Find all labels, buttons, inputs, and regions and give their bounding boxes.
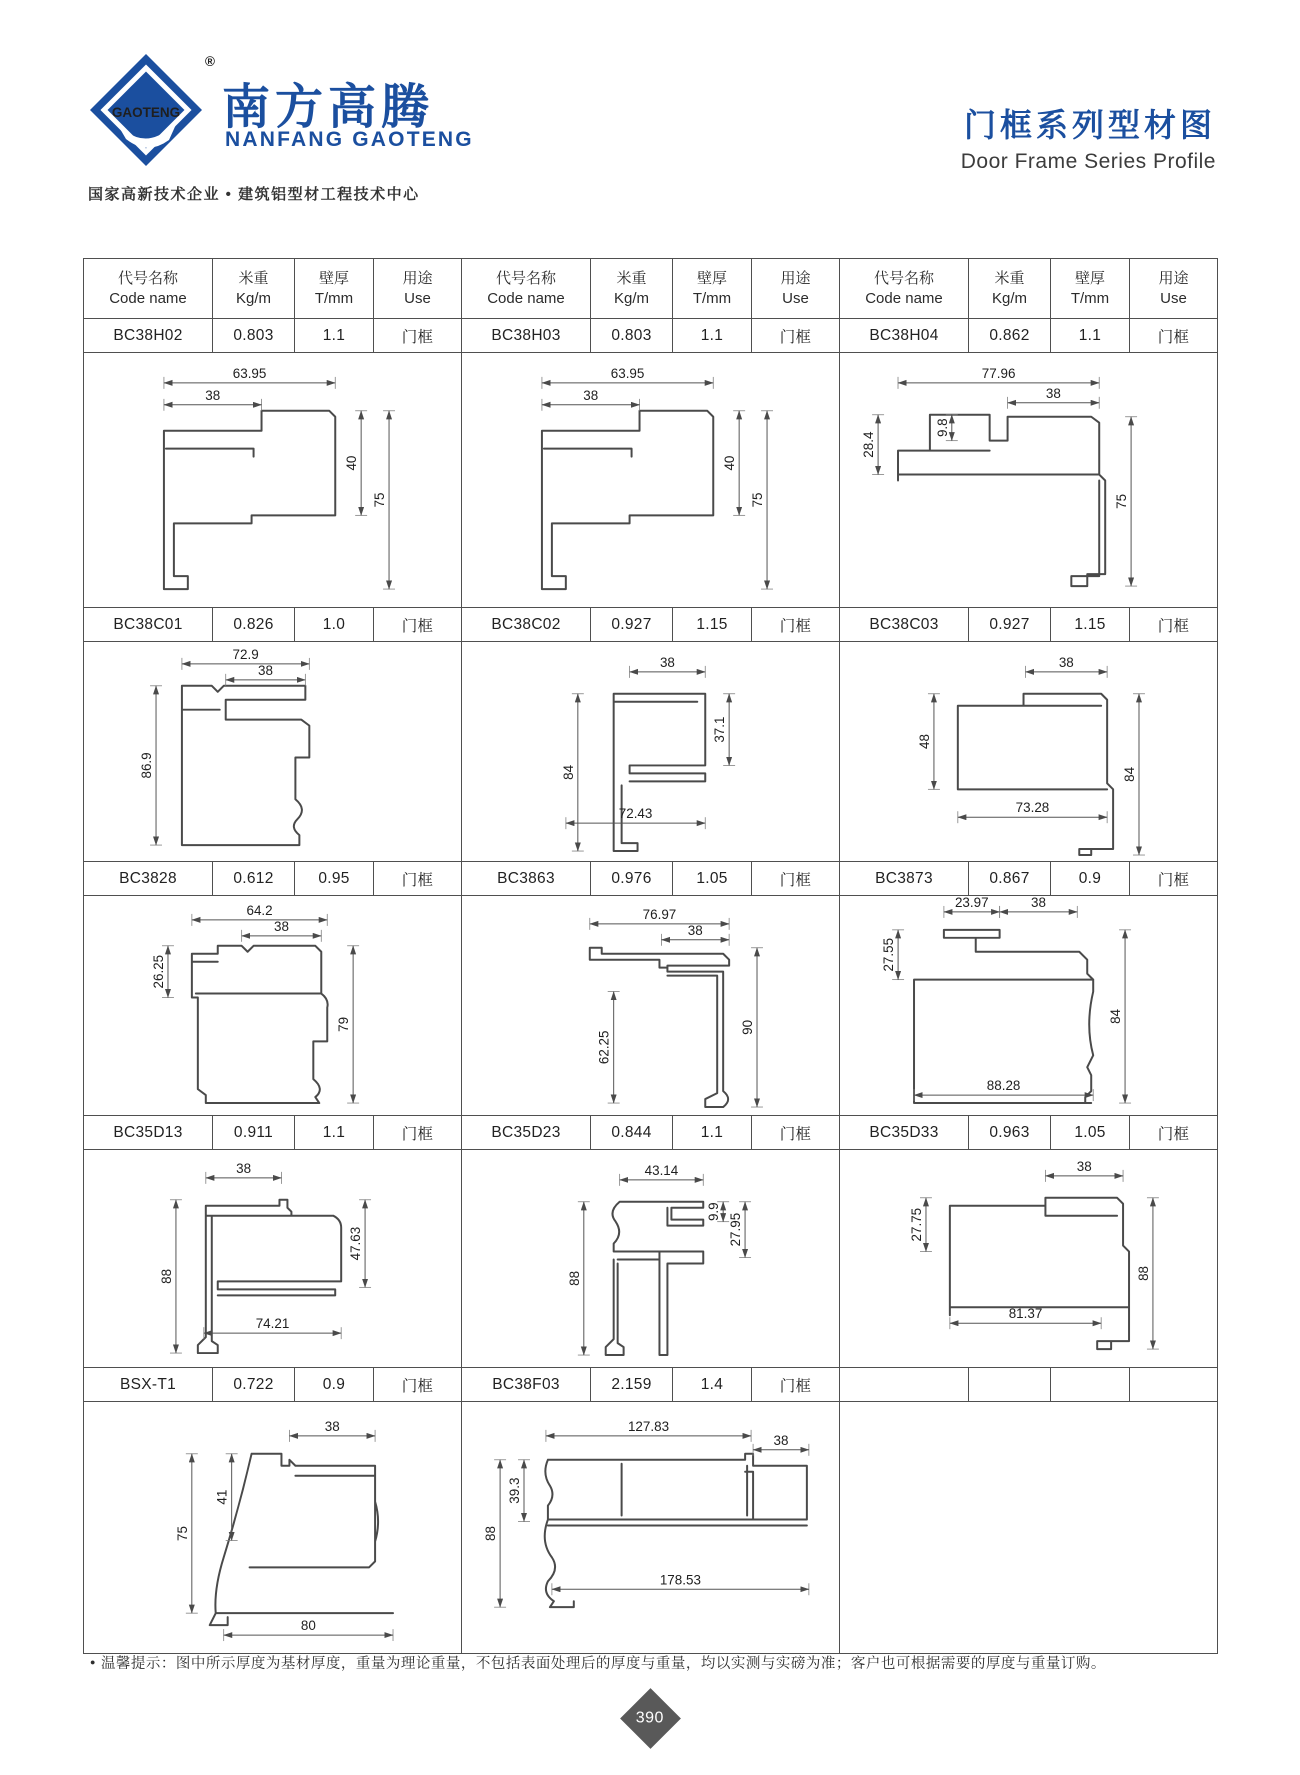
page-title-en: Door Frame Series Profile bbox=[960, 150, 1216, 173]
footer-tip-text: 温馨提示：图中所示厚度为基材厚度，重量为理论重量，不包括表面处理后的厚度与重量，均以实测与实磅为准；客户也可根据需要的厚度与重量订购。 bbox=[100, 1656, 1106, 1672]
cell-t_mm: 1.4 bbox=[673, 1368, 752, 1402]
dimension-label: 74.21 bbox=[255, 1316, 290, 1332]
cell-code: BC38H03 bbox=[462, 319, 591, 353]
cell-kg_m: 2.159 bbox=[591, 1368, 673, 1402]
gaoteng-logo bbox=[86, 50, 222, 172]
dimension-label: 9.8 bbox=[934, 418, 950, 438]
column-header-kgm: 米重 Kg/m bbox=[969, 259, 1051, 319]
profile-outline bbox=[914, 930, 1093, 1103]
cell-code: BC3873 bbox=[840, 862, 969, 896]
profile-drawing bbox=[462, 1402, 840, 1654]
cell-kg_m: 0.722 bbox=[213, 1368, 295, 1402]
dimension-label: 79 bbox=[336, 1016, 352, 1032]
profile-table bbox=[83, 258, 1218, 1654]
dimension-label: 27.55 bbox=[881, 937, 897, 972]
dimension-label: 73.28 bbox=[1015, 800, 1050, 816]
profile-section-svg bbox=[462, 896, 839, 1115]
dimension-label: 9.9 bbox=[706, 1202, 722, 1222]
dimension-label: 43.14 bbox=[644, 1162, 679, 1178]
registered-mark: ® bbox=[205, 54, 215, 69]
dimension-label: 84 bbox=[1108, 1008, 1124, 1024]
column-header-use: 用途 Use bbox=[1130, 259, 1218, 319]
column-header-kgm: 米重 Kg/m bbox=[591, 259, 673, 319]
column-header-tmm: 壁厚 T/mm bbox=[295, 259, 374, 319]
cell-use: 门框 bbox=[374, 608, 462, 642]
bullet-icon: ● bbox=[90, 1657, 96, 1667]
profile-section-svg bbox=[462, 642, 839, 861]
dimension-label: 86.9 bbox=[139, 752, 155, 779]
profile-outline bbox=[898, 415, 1105, 586]
cell-t_mm: 1.1 bbox=[1051, 319, 1130, 353]
cell-kg_m: 0.612 bbox=[213, 862, 295, 896]
cell-use: 门框 bbox=[374, 862, 462, 896]
dimension-label: 127.83 bbox=[627, 1418, 670, 1434]
profile-section-svg bbox=[840, 642, 1217, 861]
cell-t_mm: 1.1 bbox=[295, 319, 374, 353]
dimension-label: 38 bbox=[236, 1160, 252, 1176]
dimension-label: 38 bbox=[773, 1432, 789, 1448]
profile-drawing bbox=[462, 353, 840, 608]
dimension-label: 88.28 bbox=[986, 1078, 1021, 1094]
dimension-label: 62.25 bbox=[596, 1030, 612, 1065]
column-header-use: 用途 Use bbox=[374, 259, 462, 319]
cell-t_mm: 1.05 bbox=[673, 862, 752, 896]
profile-outline bbox=[614, 694, 706, 851]
dimension-label: 27.75 bbox=[908, 1207, 924, 1242]
dimension-label: 47.63 bbox=[348, 1226, 364, 1261]
dimension-label: 75 bbox=[750, 492, 766, 508]
dimension-label: 38 bbox=[1076, 1158, 1092, 1174]
dimension-label: 48 bbox=[916, 734, 932, 750]
profile-drawing bbox=[840, 642, 1218, 862]
profile-outline bbox=[542, 411, 713, 589]
cell-code: BC38H02 bbox=[84, 319, 213, 353]
cell-use: 门框 bbox=[752, 1116, 840, 1150]
cell-code: BC3863 bbox=[462, 862, 591, 896]
profile-outline bbox=[958, 694, 1113, 855]
dimension-label: 72.43 bbox=[618, 806, 653, 822]
dimension-label: 39.3 bbox=[507, 1477, 523, 1504]
dimension-label: 64.2 bbox=[246, 902, 273, 918]
profile-section-svg bbox=[84, 642, 461, 861]
cell-kg_m: 0.862 bbox=[969, 319, 1051, 353]
dimension-label: 88 bbox=[1135, 1265, 1151, 1281]
cell-kg_m: 0.803 bbox=[591, 319, 673, 353]
profile-section-svg bbox=[84, 1150, 461, 1367]
dimension-label: 90 bbox=[740, 1019, 756, 1035]
dimension-label: 40 bbox=[722, 455, 738, 471]
dimension-label: 80 bbox=[300, 1618, 316, 1634]
cell-t_mm: 1.05 bbox=[1051, 1116, 1130, 1150]
column-header-use: 用途 Use bbox=[752, 259, 840, 319]
dimension-label: 63.95 bbox=[610, 365, 645, 381]
cell-kg_m: 0.927 bbox=[969, 608, 1051, 642]
profile-drawing bbox=[840, 1150, 1218, 1368]
dimension-label: 23.97 bbox=[954, 896, 989, 910]
cell-t_mm: 1.0 bbox=[295, 608, 374, 642]
cell-t_mm: 0.9 bbox=[295, 1368, 374, 1402]
cell-code bbox=[840, 1368, 969, 1402]
cell-kg_m bbox=[969, 1368, 1051, 1402]
cell-use: 门框 bbox=[752, 1368, 840, 1402]
dimension-label: 26.25 bbox=[151, 954, 166, 989]
page-title-cn: 门框系列型材图 bbox=[963, 107, 1216, 143]
cell-code: BC35D33 bbox=[840, 1116, 969, 1150]
column-header-tmm: 壁厚 T/mm bbox=[673, 259, 752, 319]
dimension-label: 41 bbox=[214, 1489, 230, 1505]
profile-section-svg bbox=[462, 1402, 839, 1653]
cell-code: BC38C02 bbox=[462, 608, 591, 642]
profile-drawing bbox=[84, 642, 462, 862]
profile-section-svg bbox=[462, 353, 839, 607]
cell-kg_m: 0.963 bbox=[969, 1116, 1051, 1150]
dimension-label: 84 bbox=[560, 764, 576, 780]
page-number: 390 bbox=[636, 1709, 665, 1727]
cell-t_mm: 1.1 bbox=[295, 1116, 374, 1150]
brand-name-cn: 南方高腾 bbox=[222, 81, 435, 134]
dimension-label: 88 bbox=[158, 1268, 174, 1284]
cell-code: BC35D23 bbox=[462, 1116, 591, 1150]
dimension-label: 38 bbox=[205, 387, 221, 403]
cell-code: BC38C03 bbox=[840, 608, 969, 642]
column-header-tmm: 壁厚 T/mm bbox=[1051, 259, 1130, 319]
cell-kg_m: 0.927 bbox=[591, 608, 673, 642]
cell-code: BC38F03 bbox=[462, 1368, 591, 1402]
profile-outline bbox=[210, 1454, 393, 1625]
dimension-label: 38 bbox=[324, 1418, 340, 1434]
cell-use: 门框 bbox=[752, 862, 840, 896]
dimension-label: 75 bbox=[174, 1525, 190, 1541]
dimension-label: 88 bbox=[483, 1525, 499, 1541]
dimension-label: 84 bbox=[1122, 766, 1138, 782]
dimension-label: 81.37 bbox=[1008, 1306, 1043, 1322]
dimension-label: 38 bbox=[273, 918, 289, 934]
cell-use: 门框 bbox=[1130, 862, 1218, 896]
profile-drawing bbox=[462, 896, 840, 1116]
profile-section-svg bbox=[84, 896, 461, 1115]
profile-section-svg bbox=[84, 1402, 461, 1653]
profile-drawing bbox=[840, 896, 1218, 1116]
profile-section-svg bbox=[840, 896, 1217, 1115]
profile-outline bbox=[164, 411, 335, 589]
column-header-code: 代号名称 Code name bbox=[840, 259, 969, 319]
column-header-code: 代号名称 Code name bbox=[84, 259, 213, 319]
empty-drawing-cell bbox=[840, 1402, 1218, 1654]
dimension-label: 178.53 bbox=[659, 1572, 701, 1588]
profile-drawing bbox=[462, 642, 840, 862]
profile-section-svg bbox=[840, 353, 1217, 607]
profile-drawing bbox=[840, 353, 1218, 608]
cell-use: 门框 bbox=[752, 319, 840, 353]
cell-use: 门框 bbox=[1130, 608, 1218, 642]
dimension-label: 38 bbox=[1045, 385, 1061, 401]
dimension-label: 75 bbox=[1114, 493, 1130, 509]
cell-code: BC38C01 bbox=[84, 608, 213, 642]
dimension-label: 63.95 bbox=[232, 365, 267, 381]
cell-kg_m: 0.826 bbox=[213, 608, 295, 642]
dimension-label: 27.95 bbox=[728, 1212, 744, 1247]
cell-kg_m: 0.911 bbox=[213, 1116, 295, 1150]
cell-use: 门框 bbox=[374, 1116, 462, 1150]
dimension-label: 38 bbox=[659, 654, 675, 670]
cell-use: 门框 bbox=[752, 608, 840, 642]
cell-t_mm: 1.15 bbox=[1051, 608, 1130, 642]
profile-outline bbox=[182, 686, 309, 845]
cell-code: BSX-T1 bbox=[84, 1368, 213, 1402]
footer-tip bbox=[90, 1652, 1225, 1673]
cell-code: BC3828 bbox=[84, 862, 213, 896]
profile-outline bbox=[590, 948, 729, 1107]
dimension-label: 38 bbox=[1030, 896, 1046, 910]
brand-name-en: NANFANG GAOTENG bbox=[225, 128, 474, 151]
profile-section-svg bbox=[462, 1150, 839, 1367]
cell-kg_m: 0.844 bbox=[591, 1116, 673, 1150]
profile-drawing bbox=[462, 1150, 840, 1368]
profile-outline bbox=[950, 1198, 1129, 1349]
cell-kg_m: 0.803 bbox=[213, 319, 295, 353]
cell-t_mm: 1.1 bbox=[673, 319, 752, 353]
profile-outline bbox=[192, 946, 328, 1103]
cell-t_mm bbox=[1051, 1368, 1130, 1402]
profile-section-svg bbox=[840, 1150, 1217, 1367]
dimension-label: 75 bbox=[372, 492, 388, 508]
cell-code: BC35D13 bbox=[84, 1116, 213, 1150]
column-header-kgm: 米重 Kg/m bbox=[213, 259, 295, 319]
dimension-label: 37.1 bbox=[712, 716, 728, 743]
dimension-label: 40 bbox=[344, 455, 360, 471]
cell-kg_m: 0.976 bbox=[591, 862, 673, 896]
profile-outline bbox=[606, 1202, 704, 1355]
dimension-label: 28.4 bbox=[861, 431, 877, 458]
logo-text: GAOTENG bbox=[111, 105, 181, 120]
column-header-code: 代号名称 Code name bbox=[462, 259, 591, 319]
cell-t_mm: 1.15 bbox=[673, 608, 752, 642]
dimension-label: 77.96 bbox=[981, 365, 1016, 381]
profile-drawing bbox=[84, 1402, 462, 1654]
dimension-label: 38 bbox=[583, 387, 599, 403]
cell-t_mm: 0.95 bbox=[295, 862, 374, 896]
dimension-label: 76.97 bbox=[642, 906, 677, 922]
cell-use: 门框 bbox=[374, 1368, 462, 1402]
cell-t_mm: 1.1 bbox=[673, 1116, 752, 1150]
cell-use: 门框 bbox=[374, 319, 462, 353]
dimension-label: 88 bbox=[566, 1270, 582, 1286]
cell-use: 门框 bbox=[1130, 1116, 1218, 1150]
dimension-label: 72.9 bbox=[232, 646, 259, 662]
profile-drawing bbox=[84, 353, 462, 608]
cell-kg_m: 0.867 bbox=[969, 862, 1051, 896]
profile-drawing bbox=[84, 896, 462, 1116]
dimension-label: 38 bbox=[1058, 654, 1074, 670]
cell-use: 门框 bbox=[1130, 319, 1218, 353]
dimension-label: 38 bbox=[687, 922, 703, 938]
profile-drawing bbox=[84, 1150, 462, 1368]
cell-t_mm: 0.9 bbox=[1051, 862, 1130, 896]
profile-section-svg bbox=[84, 353, 461, 607]
page-number-badge bbox=[620, 1688, 681, 1749]
company-tagline: 国家高新技术企业 • 建筑铝型材工程技术中心 bbox=[88, 186, 420, 203]
cell-use bbox=[1130, 1368, 1218, 1402]
cell-code: BC38H04 bbox=[840, 319, 969, 353]
dimension-label: 38 bbox=[258, 662, 274, 678]
